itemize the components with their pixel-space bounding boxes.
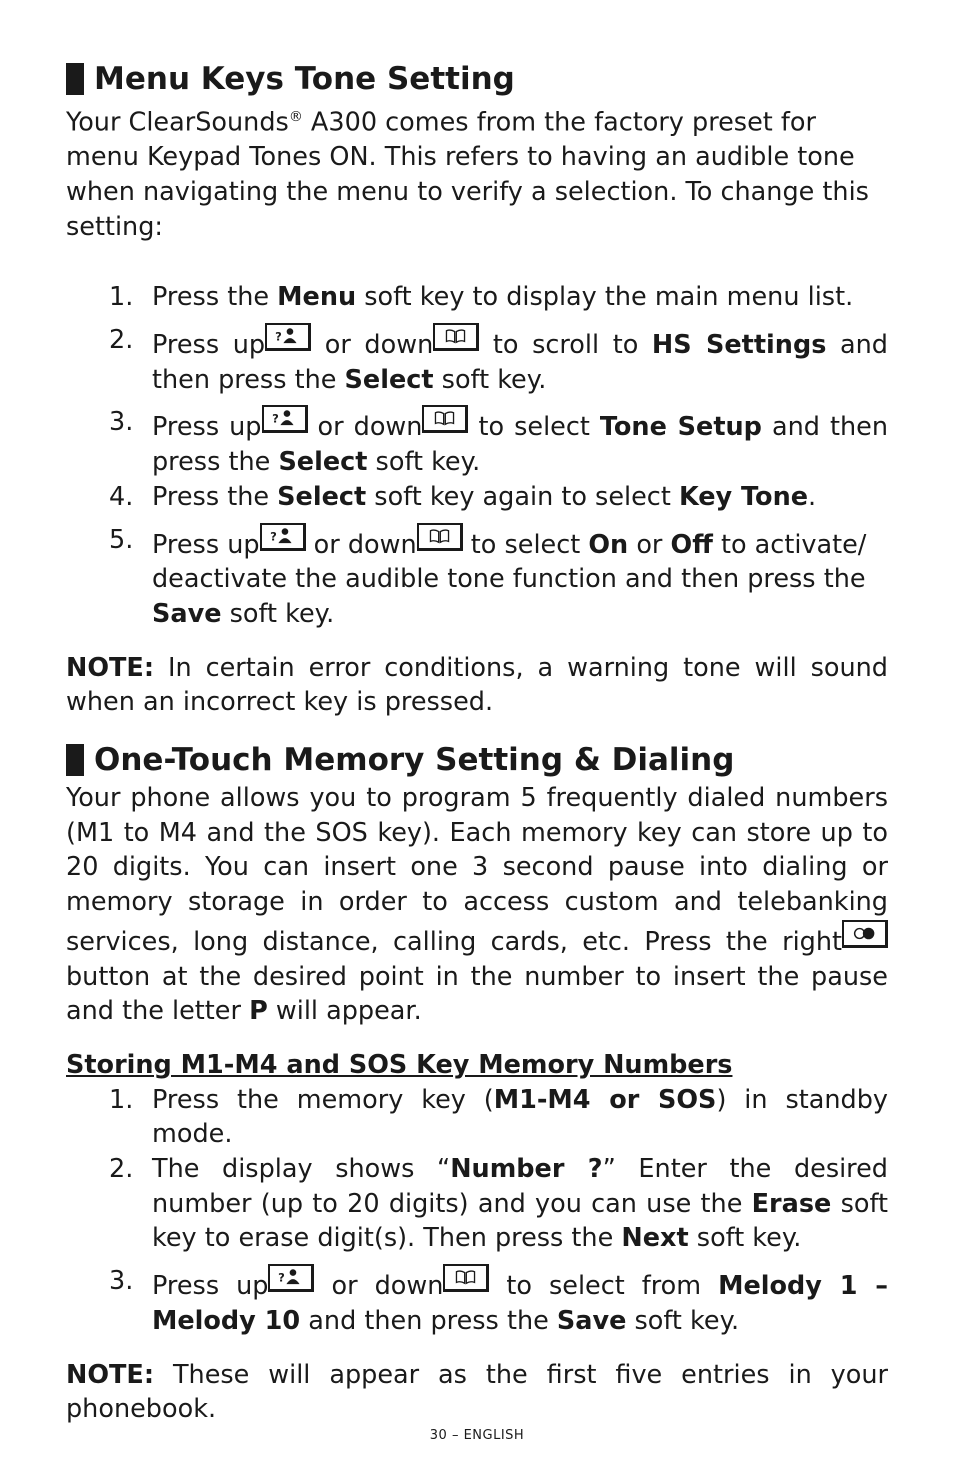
memory-steps-list bbox=[66, 1083, 888, 1339]
up-key-icon bbox=[268, 1264, 314, 1292]
svg-text:?: ? bbox=[275, 329, 282, 344]
up-key-icon bbox=[260, 523, 306, 551]
tone-steps-list bbox=[66, 280, 888, 631]
list-item: 5. Press up ? or down to select On or Off to activate/ deactivate the audible tone function and then press the Save soft key. bbox=[109, 524, 867, 629]
svg-text:?: ? bbox=[271, 412, 279, 427]
section-title-menu-keys-tone: Menu Keys Tone Setting bbox=[66, 58, 888, 100]
subheading-storing-memory: Storing M1-M4 and SOS Key Memory Numbers bbox=[66, 1049, 733, 1080]
svg-text:?: ? bbox=[278, 1270, 286, 1285]
heading-bar-icon bbox=[66, 744, 84, 776]
section2-note: NOTE: These will appear as the first five entries in your phonebook. bbox=[66, 1359, 888, 1425]
right-key-icon bbox=[842, 920, 888, 948]
list-item: 2. The display shows “Number ?” Enter the desired number (up to 20 digits) and you can use the Erase soft key to erase digit(s). Then press the Next soft key. bbox=[109, 1154, 888, 1254]
down-key-icon bbox=[433, 323, 479, 351]
down-key-icon bbox=[443, 1264, 489, 1292]
section2-para: Your phone allows you to program 5 frequently dialed numbers (M1 to M4 and the SOS key). Each memory key can store up to 20 digits. You can insert one 3 second pause into dialing or memory storage in order to access custom and telebanking services, long distance, calling cards, etc. Press the right button at the desired point in the number to insert the pause and the letter P will appear. bbox=[66, 783, 888, 1027]
up-key-icon bbox=[262, 405, 308, 433]
list-item: 1. Press the Menu soft key to display the main menu list. bbox=[109, 282, 854, 313]
down-key-icon bbox=[417, 523, 463, 551]
svg-text:?: ? bbox=[269, 529, 277, 544]
down-key-icon bbox=[422, 405, 468, 433]
section-title-one-touch-memory: One-Touch Memory Setting & Dialing bbox=[66, 739, 888, 781]
list-item: 3. Press up ? or down to select Tone Setup and then press the Select soft key. bbox=[109, 407, 888, 478]
heading-bar-icon bbox=[66, 63, 84, 95]
section1-intro: Your ClearSounds® A300 comes from the factory preset for menu Keypad Tones ON. This refers to having an audible tone when navigating the menu to verify a selection. To change this setting: bbox=[66, 107, 869, 242]
list-item: 3. Press up ? or down to select from Melody 1 – Melody 10 and then press the Save soft key. bbox=[109, 1266, 888, 1336]
manual-page bbox=[66, 58, 888, 1427]
section1-note: NOTE: In certain error conditions, a warning tone will sound when an incorrect key is pressed. bbox=[66, 652, 888, 718]
list-item: 2. Press up ? or down to scroll to HS Settings and then press the Select soft key. bbox=[109, 325, 888, 395]
list-item: 1. Press the memory key (M1-M4 or SOS) in standby mode. bbox=[109, 1084, 888, 1150]
up-key-icon bbox=[265, 323, 311, 351]
page-footer: 30 – ENGLISH bbox=[429, 1428, 525, 1443]
list-item: 4. Press the Select soft key again to select Key Tone. bbox=[109, 481, 817, 512]
